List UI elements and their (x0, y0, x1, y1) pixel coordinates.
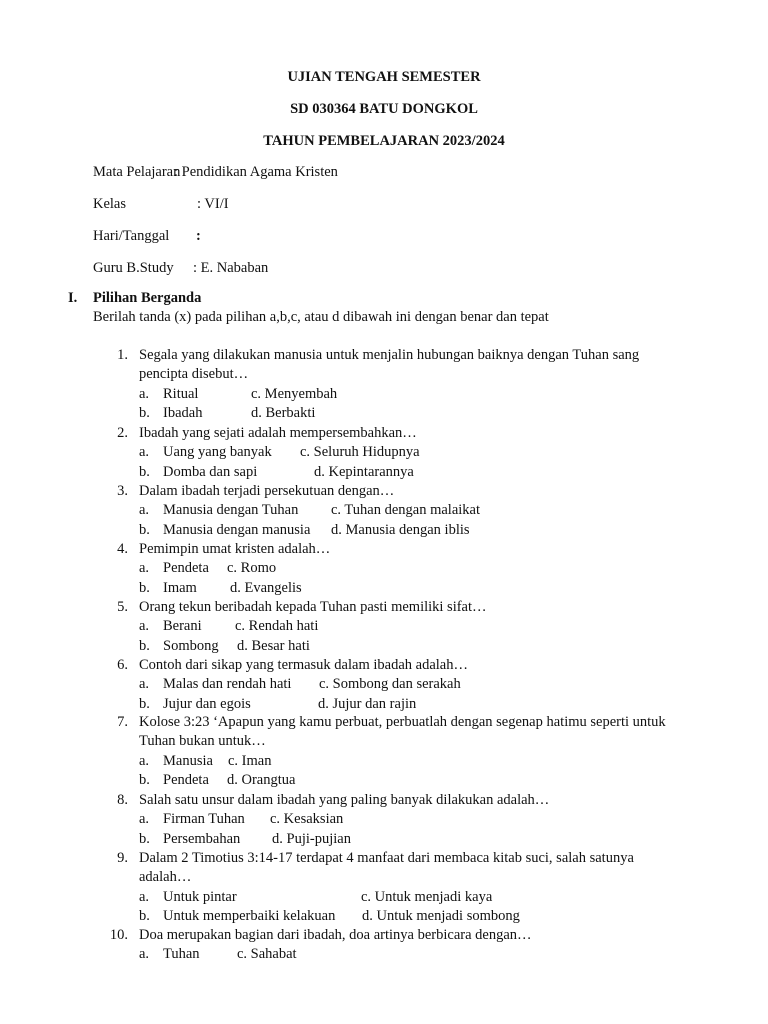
question-text: Doa merupakan bagian dari ibadah, doa artinya berbicara dengan… (139, 927, 532, 943)
date-value: : (196, 228, 201, 244)
meta-teacher (93, 259, 269, 277)
question-text: Contoh dari sikap yang termasuk dalam ibadah adalah… (139, 657, 468, 673)
option-d: d. Evangelis (230, 579, 302, 596)
option-c: c. Seluruh Hidupnya (300, 444, 420, 461)
question-number: 6. (117, 657, 128, 673)
question-text: Dalam ibadah terjadi persekutuan dengan… (139, 483, 395, 499)
option-letter-a: a. (139, 752, 150, 769)
school-year: TAHUN PEMBELAJARAN 2023/2024 (263, 133, 505, 149)
option-d: d. Jujur dan rajin (318, 695, 417, 712)
section-title: Pilihan Berganda (93, 290, 202, 306)
option-letter-a: a. (139, 385, 150, 402)
option-letter-b: b. (139, 404, 150, 421)
option-c: c. Romo (227, 560, 277, 577)
option-b: Imam (163, 579, 197, 596)
option-b: Sombong (163, 637, 219, 654)
option-d: d. Orangtua (227, 771, 296, 788)
option-b: Persembahan (163, 830, 241, 847)
school-name: SD 030364 BATU DONGKOL (290, 101, 478, 117)
question-text: Salah satu unsur dalam ibadah yang paling banyak dilakukan adalah… (139, 792, 550, 808)
class-label: Kelas (93, 196, 127, 212)
option-c: c. Sahabat (237, 946, 297, 963)
option-a: Uang yang banyak (163, 444, 272, 461)
option-d: d. Puji-pujian (272, 830, 351, 847)
teacher-value: : E. Nababan (193, 260, 269, 276)
option-c: c. Untuk menjadi kaya (361, 888, 493, 905)
option-a: Pendeta (163, 560, 209, 577)
meta-class (93, 195, 229, 213)
option-d: d. Kepintarannya (314, 463, 414, 480)
option-b: Manusia dengan manusia (163, 521, 311, 538)
option-letter-a: a. (139, 946, 150, 963)
question-number: 5. (117, 599, 128, 615)
option-a: Tuhan (163, 946, 200, 963)
option-c: c. Iman (228, 752, 272, 769)
question-text: Pemimpin umat kristen adalah… (139, 541, 331, 557)
meta-subject (93, 163, 338, 181)
question-number: 4. (117, 541, 128, 557)
option-b: Untuk memperbaiki kelakuan (163, 907, 336, 924)
section-number: I. (68, 290, 78, 306)
option-letter-a: a. (139, 560, 150, 577)
option-c: c. Sombong dan serakah (319, 676, 461, 693)
question-text: Orang tekun beribadah kepada Tuhan pasti memiliki sifat… (139, 599, 487, 615)
option-d: d. Untuk menjadi sombong (362, 907, 520, 924)
question-number: 7. (117, 714, 128, 730)
option-d: d. Berbakti (251, 404, 316, 421)
option-b: Domba dan sapi (163, 463, 258, 480)
exam-title: UJIAN TENGAH SEMESTER (287, 69, 481, 85)
option-letter-a: a. (139, 888, 150, 905)
option-letter-b: b. (139, 830, 150, 847)
question-number: 3. (117, 483, 128, 499)
subject-value: : Pendidikan Agama Kristen (174, 164, 338, 180)
option-a: Manusia (163, 752, 213, 769)
option-letter-a: a. (139, 502, 150, 519)
teacher-label: Guru B.Study (93, 260, 174, 276)
option-letter-b: b. (139, 907, 150, 924)
option-a: Untuk pintar (163, 888, 237, 905)
option-a: Malas dan rendah hati (163, 676, 292, 693)
option-letter-b: b. (139, 695, 150, 712)
option-b: Jujur dan egois (163, 695, 251, 712)
option-letter-b: b. (139, 521, 150, 538)
question-number: 10. (109, 927, 128, 943)
question-number: 2. (117, 425, 128, 441)
option-d: d. Besar hati (237, 637, 310, 654)
option-b: Ibadah (163, 404, 203, 421)
meta-date (93, 227, 201, 245)
subject-label: Mata Pelajaran (93, 164, 181, 180)
option-c: c. Tuhan dengan malaikat (331, 502, 481, 519)
option-a: Manusia dengan Tuhan (163, 502, 299, 519)
option-c: c. Kesaksian (270, 811, 344, 828)
question-text: Segala yang dilakukan manusia untuk menjalin hubungan baiknya dengan Tuhan sang pencipta disebut… (139, 347, 640, 383)
date-label: Hari/Tanggal (93, 228, 170, 244)
question-text: Ibadah yang sejati adalah mempersembahkan… (139, 425, 417, 441)
option-letter-b: b. (139, 579, 150, 596)
option-letter-a: a. (139, 444, 150, 461)
question-number: 9. (117, 850, 128, 866)
option-letter-b: b. (139, 463, 150, 480)
option-d: d. Manusia dengan iblis (331, 521, 470, 538)
option-letter-a: a. (139, 676, 150, 693)
option-a: Ritual (163, 385, 199, 402)
option-b: Pendeta (163, 771, 209, 788)
option-letter-a: a. (139, 618, 150, 635)
question-text: Dalam 2 Timotius 3:14-17 terdapat 4 manfaat dari membaca kitab suci, salah satunya adalah… (139, 850, 634, 886)
question-number: 1. (117, 347, 128, 363)
option-a: Berani (163, 618, 202, 635)
option-c: c. Menyembah (251, 385, 338, 402)
option-letter-b: b. (139, 771, 150, 788)
option-letter-a: a. (139, 811, 150, 828)
question-number: 8. (117, 792, 128, 808)
section-instruction: Berilah tanda (x) pada pilihan a,b,c, atau d dibawah ini dengan benar dan tepat (93, 309, 549, 325)
option-letter-b: b. (139, 637, 150, 654)
option-a: Firman Tuhan (163, 811, 245, 828)
question-text: Kolose 3:23 ‘Apapun yang kamu perbuat, perbuatlah dengan segenap hatimu seperti untuk Tuhan bukan untuk… (139, 714, 666, 750)
option-c: c. Rendah hati (235, 618, 319, 635)
class-value: : VI/I (197, 196, 229, 212)
